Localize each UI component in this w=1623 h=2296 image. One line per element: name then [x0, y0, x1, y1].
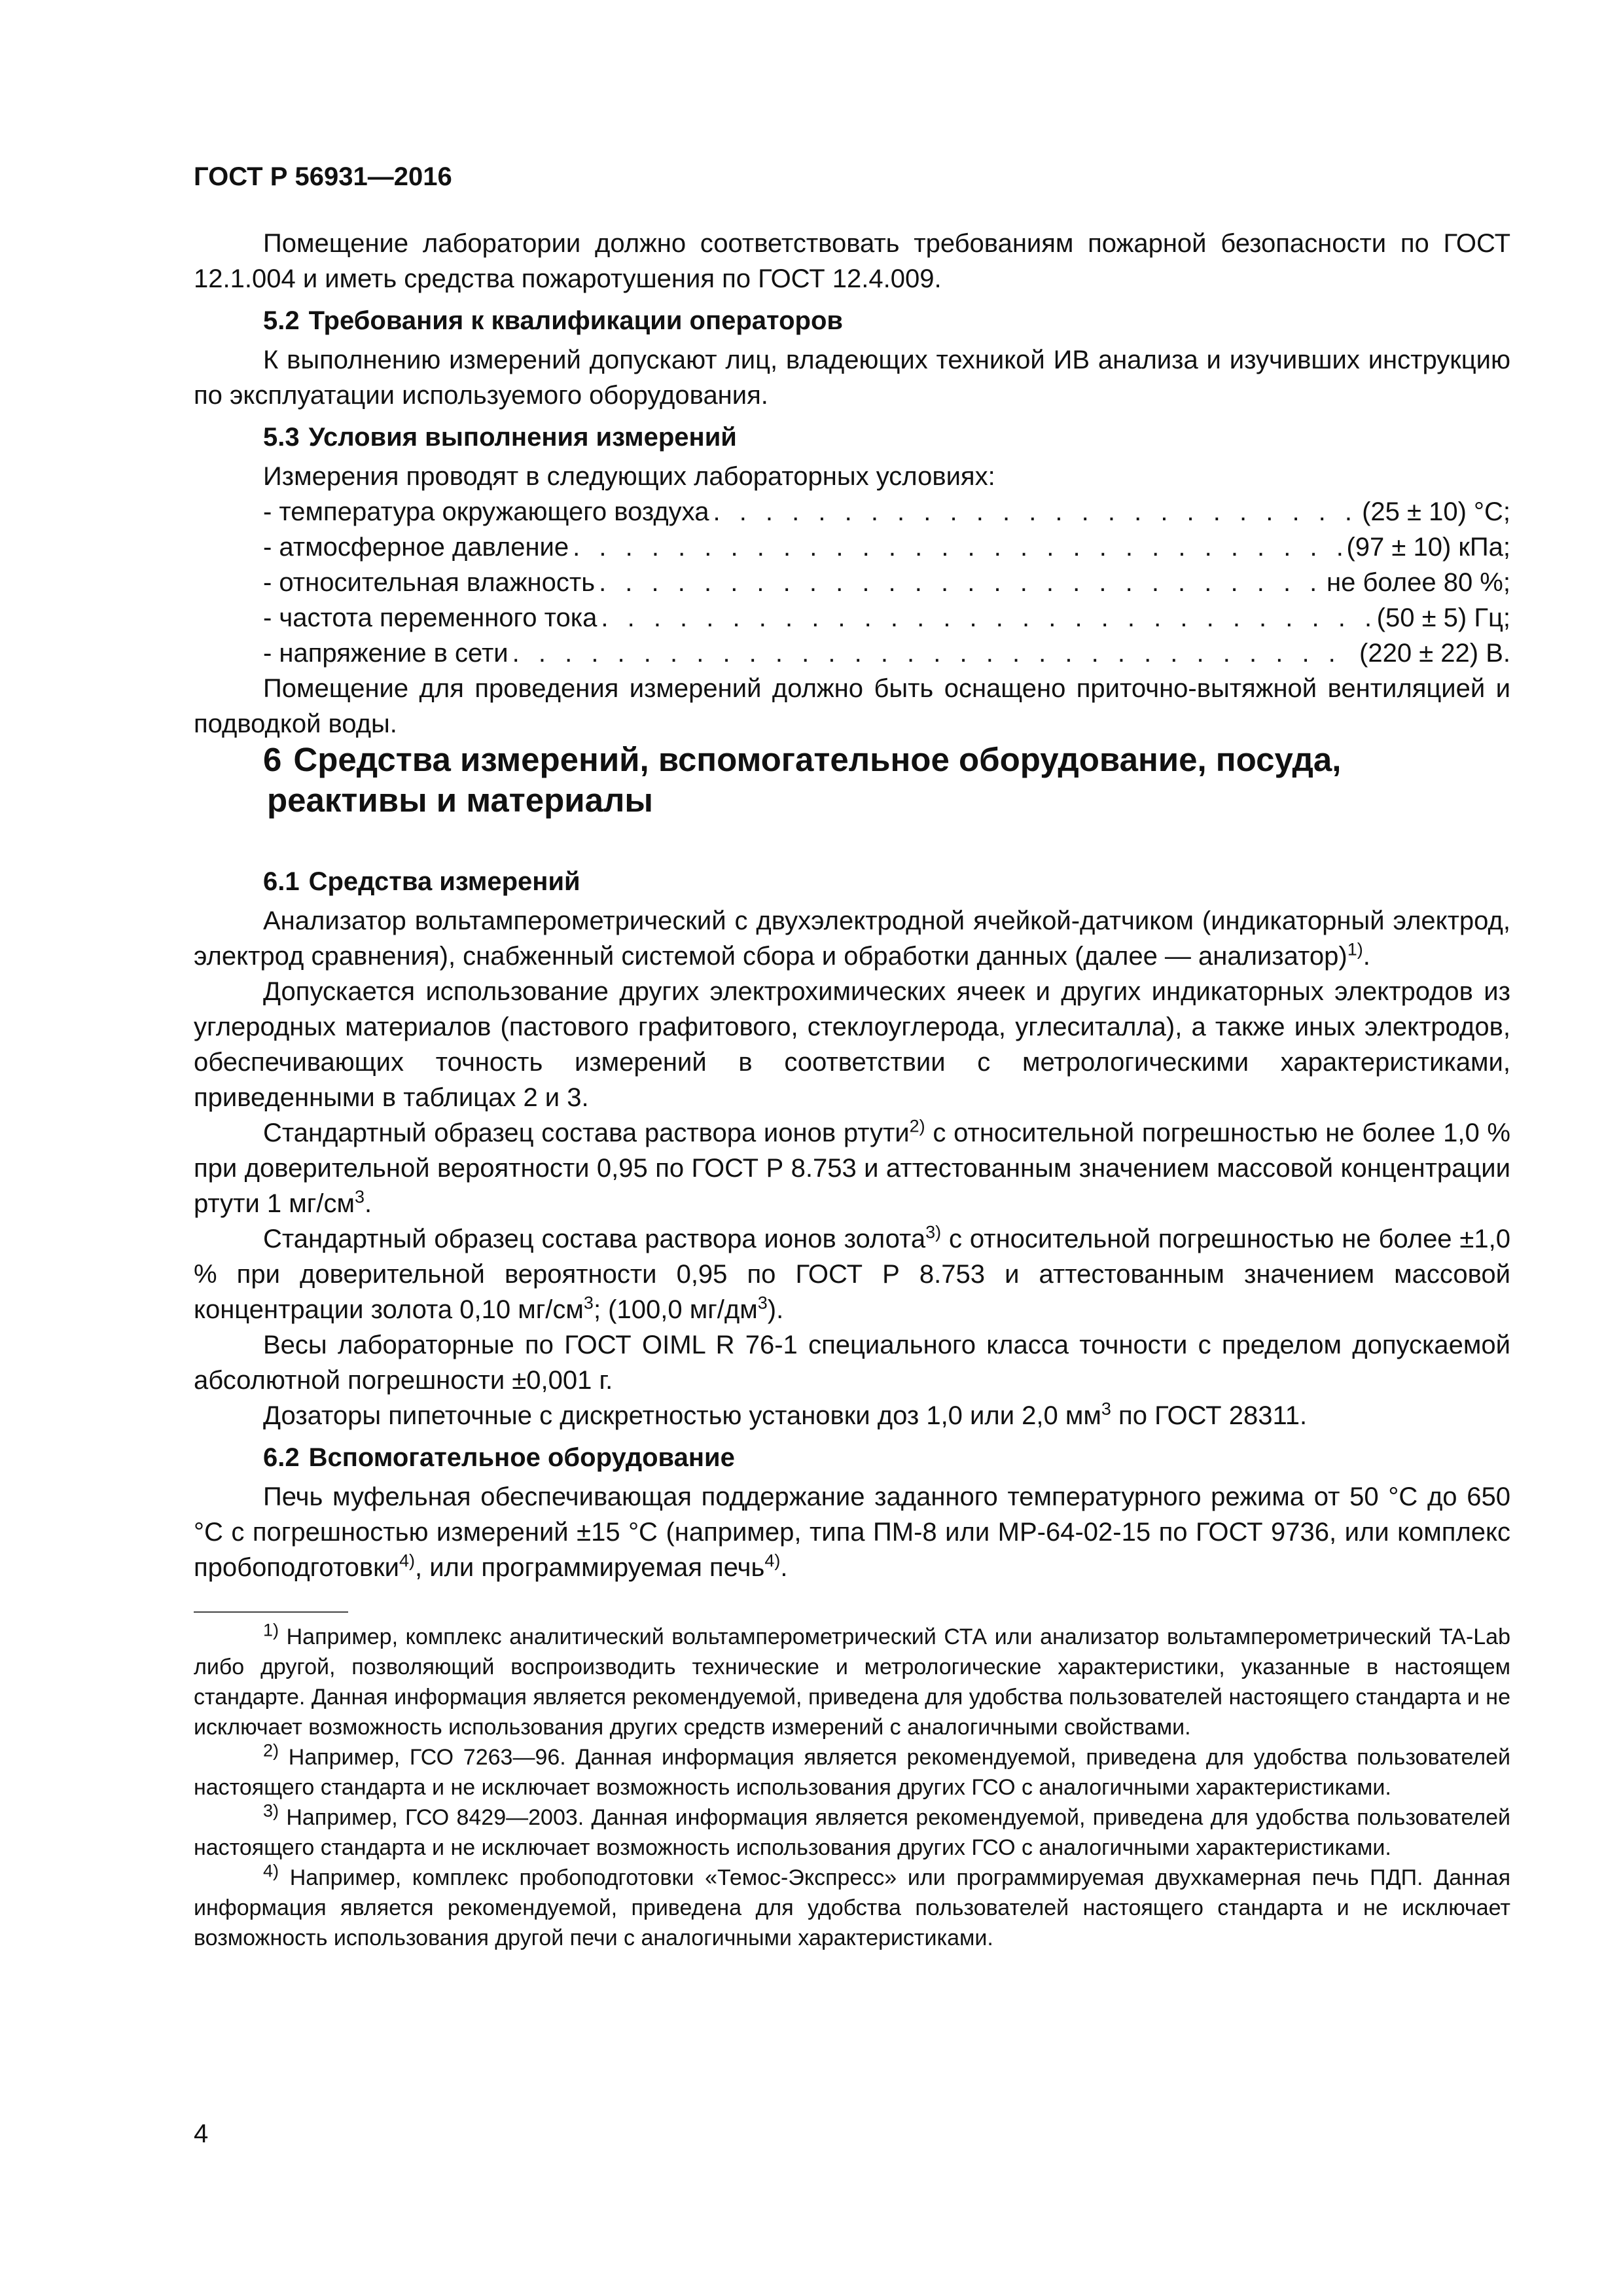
- leader-dots: [601, 600, 1372, 636]
- condition-label: - температура окружающего воздуха: [263, 497, 709, 526]
- footnote-ref: 4): [399, 1551, 415, 1571]
- footnote-text: Например, комплекс аналитический вольтамперометрический СТА или анализатор вольтамперометрический TA-Lab либо другой, позволяющий воспроизводить технические и метрологические характеристики, указанные в настоящем стандарте. Данная информация является рекомендуемой, приведена для удобства пользователей настоящего стандарта и не исключает возможность использования других средств измерений с аналогичными свойствами.: [194, 1624, 1510, 1740]
- superscript: 3: [757, 1293, 768, 1313]
- text-span: .: [1363, 942, 1370, 971]
- footnote-mark: 3): [263, 1801, 279, 1821]
- condition-label: - частота переменного тока: [263, 603, 597, 632]
- subsection-heading-5-3: [263, 420, 1510, 455]
- leader-dots: [512, 636, 1355, 671]
- leader-dots: [713, 494, 1358, 529]
- page-number: 4: [194, 2119, 209, 2148]
- condition-row: [263, 600, 1510, 636]
- subsection-title: Средства измерений: [308, 867, 580, 896]
- leader-dots: [573, 529, 1342, 565]
- paragraph-conditions-intro: Измерения проводят в следующих лабораторных условиях:: [263, 462, 995, 491]
- subsection-number: 5.3: [263, 423, 300, 452]
- text-span: Стандартный образец состава раствора ионов золота: [263, 1225, 926, 1253]
- footnote-mark: 4): [263, 1861, 279, 1881]
- section-5-block: [194, 226, 1510, 742]
- condition-value: (220 ± 22) В.: [1359, 639, 1510, 668]
- section-number: 6: [263, 741, 282, 778]
- paragraph-ventilation: Помещение для проведения измерений должно быть оснащено приточно-вытяжной вентиляцией и подводкой воды.: [194, 674, 1510, 738]
- section-title-line2: реактивы и материалы: [267, 781, 653, 819]
- subsection-heading-5-2: [263, 303, 1510, 338]
- condition-row: [263, 565, 1510, 600]
- text-span: Печь муфельная обеспечивающая поддержание заданного температурного режима от 50 °С до 650 °С с погрешностью измерений ±15 °С (например, типа ПМ-8 или МР-64-02-15 по ГОСТ 9736, или комплекс пробоподготовки: [194, 1482, 1510, 1582]
- footnote-ref: 1): [1347, 939, 1363, 960]
- condition-label: - напряжение в сети: [263, 639, 508, 668]
- footnote-text: Например, ГСО 7263—96. Данная информация является рекомендуемой, приведена для удобства пользователей настоящего стандарта и не исключает возможность использования других ГСО с аналогичными характеристиками.: [194, 1745, 1510, 1800]
- footnote-text: Например, ГСО 8429—2003. Данная информация является рекомендуемой, приведена для удобства пользователей настоящего стандарта и не исключает возможность использования других ГСО с аналогичными характеристиками.: [194, 1805, 1510, 1860]
- paragraph-mercury-standard: [194, 1115, 1510, 1221]
- footnote-item: [194, 1742, 1510, 1803]
- text-span: Стандартный образец состава раствора ионов ртути: [263, 1119, 910, 1147]
- subsection-number: 5.2: [263, 306, 300, 335]
- text-span: .: [780, 1553, 788, 1582]
- paragraph-operators: К выполнению измерений допускают лиц, владеющих техникой ИВ анализа и изучивших инструкцию по эксплуатации используемого оборудования.: [194, 346, 1510, 410]
- subsection-number: 6.1: [263, 867, 300, 896]
- condition-label: - атмосферное давление: [263, 533, 569, 562]
- footnote-separator: [194, 1611, 348, 1613]
- condition-row: [263, 529, 1510, 565]
- section-title-line1: Средства измерений, вспомогательное оборудование, посуда,: [293, 741, 1342, 778]
- section-6-block: [194, 857, 1510, 1585]
- footnote-mark: 2): [263, 1740, 279, 1761]
- subsection-heading-6-2: [263, 1440, 1510, 1475]
- subsection-title: Требования к квалификации операторов: [308, 306, 843, 335]
- condition-row: [263, 636, 1510, 671]
- footnote-ref: 3): [925, 1222, 942, 1242]
- condition-row: [263, 494, 1510, 529]
- superscript: 3: [354, 1187, 365, 1207]
- text-span: с относительной погрешностью не более 1,0 % при доверительной вероятности 0,95 по ГОСТ Р 8.753 и аттестованным значением массовой концентрации ртути 1 мг/см: [194, 1119, 1511, 1218]
- paragraph-analyzer: [194, 903, 1510, 974]
- subsection-title: Условия выполнения измерений: [308, 423, 737, 452]
- condition-value: не более 80 %;: [1327, 568, 1510, 597]
- subsection-title: Вспомогательное оборудование: [308, 1443, 735, 1472]
- subsection-number: 6.2: [263, 1443, 300, 1472]
- text-span: .: [365, 1189, 372, 1218]
- text-span: ).: [767, 1295, 784, 1324]
- footnotes: [194, 1622, 1510, 1953]
- text-span: с относительной погрешностью не более ±1,0 % при доверительной вероятности 0,95 по ГОСТ Р 8.753 и аттестованным значением массовой концентрации золота 0,10 мг/см: [194, 1225, 1510, 1324]
- paragraph-scales: Весы лабораторные по ГОСТ OIML R 76-1 специального класса точности с пределом допускаемой абсолютной погрешности ±0,001 г.: [194, 1331, 1510, 1395]
- footnote-item: [194, 1863, 1510, 1953]
- text-span: , или программируемая печь: [414, 1553, 765, 1582]
- footnote-mark: 1): [263, 1620, 279, 1640]
- footnote-item: [194, 1803, 1510, 1863]
- footnote-ref: 4): [764, 1551, 781, 1571]
- text-span: по ГОСТ 28311.: [1111, 1401, 1308, 1430]
- leader-dots: [599, 565, 1323, 600]
- condition-value: (50 ± 5) Гц;: [1376, 603, 1510, 632]
- footnote-item: [194, 1622, 1510, 1742]
- document-header: ГОСТ Р 56931—2016: [194, 162, 452, 191]
- text-span: ; (100,0 мг/дм: [593, 1295, 758, 1324]
- paragraph-fire-safety: Помещение лаборатории должно соответствовать требованиям пожарной безопасности по ГОСТ 12.1.004 и иметь средства пожаротушения по ГОСТ 12.4.009.: [194, 229, 1510, 293]
- paragraph-gold-standard: [194, 1221, 1510, 1327]
- paragraph-electrodes: Допускается использование других электрохимических ячеек и других индикаторных электродов из углеродных материалов (пастового графитового, стеклоуглерода, углеситалла), а также иных электродов, обеспечивающих точность измерений в соответствии с метрологическими характеристиками, приведенными в таблицах 2 и 3.: [194, 977, 1510, 1112]
- footnote-ref: 2): [909, 1116, 925, 1136]
- subsection-heading-6-1: [263, 864, 1510, 899]
- condition-value: (25 ± 10) °С;: [1362, 497, 1510, 526]
- footnote-text: Например, комплекс пробоподготовки «Темос-Экспресс» или программируемая двухкамерная печь ПДП. Данная информация является рекомендуемой, приведена для удобства пользователей настоящего стандарта и не исключает возможность использования другой печи с аналогичными характеристиками.: [194, 1865, 1510, 1950]
- section-heading-6: [263, 740, 1341, 821]
- superscript: 3: [1101, 1399, 1111, 1419]
- condition-value: (97 ± 10) кПа;: [1346, 533, 1510, 562]
- paragraph-furnace: [194, 1479, 1510, 1585]
- text-span: Анализатор вольтамперометрический с двухэлектродной ячейкой-датчиком (индикаторный электрод, электрод сравнения), снабженный системой сбора и обработки данных (далее — анализатор): [194, 906, 1510, 971]
- superscript: 3: [583, 1293, 594, 1313]
- condition-label: - относительная влажность: [263, 568, 596, 597]
- text-span: Дозаторы пипеточные с дискретностью установки доз 1,0 или 2,0 мм: [263, 1401, 1101, 1430]
- paragraph-dispensers: [194, 1398, 1510, 1433]
